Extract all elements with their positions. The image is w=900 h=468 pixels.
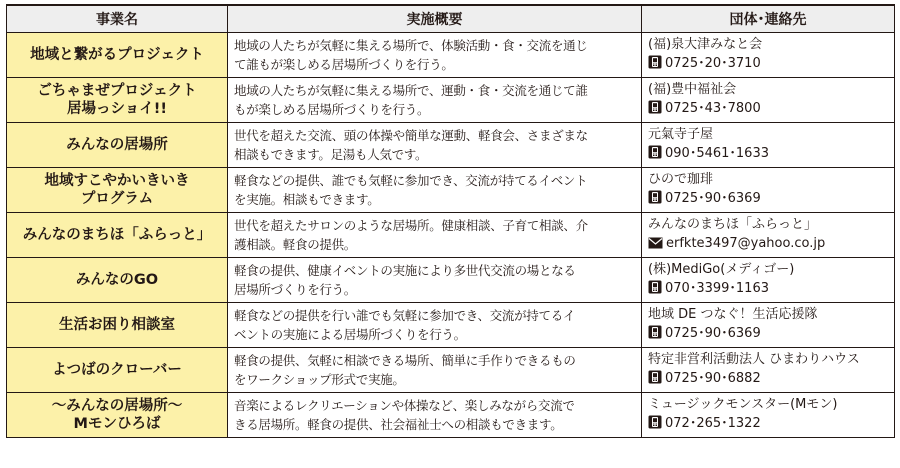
program-name-line: みんなの居場所	[66, 137, 168, 153]
program-summary-line: 護相談。軽食の提供。	[234, 237, 357, 252]
organization-name: みんなのまちほ「ふらっと」	[648, 217, 818, 232]
table-row	[7, 168, 895, 213]
phone-icon	[648, 100, 662, 120]
contact-line	[648, 54, 890, 75]
organization-name: (福)豊中福祉会	[648, 82, 737, 97]
contact-line	[648, 144, 890, 165]
organization-name: 元氣寺子屋	[648, 127, 714, 142]
program-summary-line: 相談もできます。足湯も人気です。	[234, 147, 428, 162]
program-summary-line: 世代を超えたサロンのような居場所。健康相談、子育て相談、介	[234, 218, 588, 233]
program-name-line: よつばのクローバー	[52, 362, 182, 378]
program-name-cell	[7, 168, 228, 213]
phone-icon	[648, 190, 662, 210]
contact-phone: 090･5461･1633	[665, 146, 769, 161]
contact-phone: 0725･43･7800	[665, 101, 761, 116]
phone-icon	[648, 55, 662, 75]
program-summary-line: 軽食の提供、気軽に相談できる場所、簡単に手作りできるもの	[234, 353, 576, 368]
program-summary-cell	[228, 303, 642, 348]
contact-line	[648, 189, 890, 210]
program-summary-cell	[228, 393, 642, 438]
header-summary: 実施概要	[228, 5, 642, 33]
contact-phone: 070･3399･1163	[665, 281, 769, 296]
table-body	[7, 33, 895, 438]
table-header-row	[7, 5, 895, 33]
contact-phone: 0725･90･6369	[665, 191, 761, 206]
program-summary-line: 軽食などの提供を行い誰でも気軽に参加でき、交流が持てるイ	[234, 308, 576, 323]
program-summary-line: て誰もが楽しめる居場所づくりを行う。	[234, 57, 454, 72]
table-row	[7, 258, 895, 303]
contact-line	[648, 324, 890, 345]
program-summary-line: を実施。相談もできます。	[234, 192, 380, 207]
program-name-line: プログラム	[80, 191, 154, 207]
program-summary-cell	[228, 168, 642, 213]
program-summary-line: 音楽によるレクリエーションや体操など、楽しみながら交流で	[234, 398, 575, 413]
program-summary-line: 地域の人たちが気軽に集える場所で、運動・食・交流を通じて誰	[234, 83, 588, 98]
program-name-line: ごちゃまぜプロジェクト	[37, 83, 197, 99]
table-row	[7, 78, 895, 123]
organization-name: 特定非営利活動法人 ひまわりハウス	[648, 352, 860, 367]
program-summary-cell	[228, 33, 642, 78]
organization-name: (福)泉大津みなと会	[648, 37, 763, 52]
contact-line	[648, 414, 890, 435]
program-name-cell	[7, 303, 228, 348]
phone-icon	[648, 415, 662, 435]
program-table	[6, 4, 895, 438]
table-row	[7, 348, 895, 393]
mail-icon	[648, 236, 663, 255]
contact-cell	[642, 348, 895, 393]
contact-phone: 072･265･1322	[665, 416, 761, 431]
contact-line	[648, 99, 890, 120]
program-summary-line: 世代を超えた交流、頭の体操や簡単な運動、軽食会、さまざまな	[234, 128, 588, 143]
phone-icon	[648, 325, 662, 345]
program-name-line: ～みんなの居場所～	[51, 398, 183, 414]
program-summary-line: もが楽しめる居場所づくりを行う。	[234, 102, 430, 117]
table-row	[7, 303, 895, 348]
program-summary-cell	[228, 78, 642, 123]
phone-icon	[648, 280, 662, 300]
contact-line	[648, 279, 890, 300]
table-row	[7, 33, 895, 78]
contact-cell	[642, 168, 895, 213]
contact-phone: 0725･90･6882	[665, 371, 761, 386]
program-summary-line: 地域の人たちが気軽に集える場所で、体験活動・食・交流を通じ	[234, 38, 588, 53]
program-summary-line: きる居場所。軽食の提供、社会福祉士への相談もできます。	[234, 417, 563, 432]
program-name-line: みんなのまちほ「ふらっと」	[22, 227, 212, 243]
program-name-line: 生活お困り相談室	[59, 317, 175, 333]
organization-name: ミュージックモンスター(Mモン)	[648, 397, 838, 412]
organization-name: 地域 DE つなぐ！生活応援隊	[648, 307, 818, 322]
program-summary-line: をワークショップ形式で実施。	[234, 372, 405, 387]
contact-cell	[642, 393, 895, 438]
program-summary-cell	[228, 348, 642, 393]
contact-line	[648, 369, 890, 390]
program-name-line: Mモンひろば	[73, 416, 161, 432]
program-summary-line: 軽食の提供、健康イベントの実施により多世代交流の場となる	[234, 263, 576, 278]
contact-phone: 0725･20･3710	[665, 56, 761, 71]
program-summary-cell	[228, 258, 642, 303]
contact-line	[648, 234, 890, 255]
program-name-cell	[7, 348, 228, 393]
contact-cell	[642, 213, 895, 258]
organization-name: (株)MediGo(メディゴー)	[648, 262, 795, 277]
program-name-cell	[7, 258, 228, 303]
table-row	[7, 393, 895, 438]
program-name-line: 居場っショイ!!	[67, 101, 167, 117]
program-name-line: みんなのGO	[75, 272, 159, 288]
program-name-cell	[7, 213, 228, 258]
contact-cell	[642, 78, 895, 123]
header-name: 事業名	[7, 5, 228, 33]
contact-phone: 0725･90･6369	[665, 326, 761, 341]
contact-email[interactable]: erfkte3497@yahoo.co.jp	[666, 236, 826, 251]
program-name-cell	[7, 78, 228, 123]
phone-icon	[648, 145, 662, 165]
program-summary-line: 居場所づくりを行う。	[234, 282, 357, 297]
program-name-cell	[7, 123, 228, 168]
table-row	[7, 213, 895, 258]
program-table-container	[6, 4, 894, 438]
program-name-cell	[7, 393, 228, 438]
program-summary-cell	[228, 213, 642, 258]
phone-icon	[648, 370, 662, 390]
contact-cell	[642, 258, 895, 303]
program-name-line: 地域と繋がるプロジェクト	[30, 47, 204, 63]
header-contact: 団体･連絡先	[642, 5, 895, 33]
contact-cell	[642, 123, 895, 168]
program-name-cell	[7, 33, 228, 78]
organization-name: ひので珈琲	[648, 172, 714, 187]
table-row	[7, 123, 895, 168]
program-summary-line: 軽食などの提供、誰でも気軽に参加でき、交流が持てるイベント	[234, 173, 588, 188]
program-name-line: 地域すこやかいきいき	[44, 173, 190, 189]
program-summary-line: ベントの実施による居場所づくりを行う。	[234, 327, 466, 342]
contact-cell	[642, 303, 895, 348]
contact-cell	[642, 33, 895, 78]
program-summary-cell	[228, 123, 642, 168]
